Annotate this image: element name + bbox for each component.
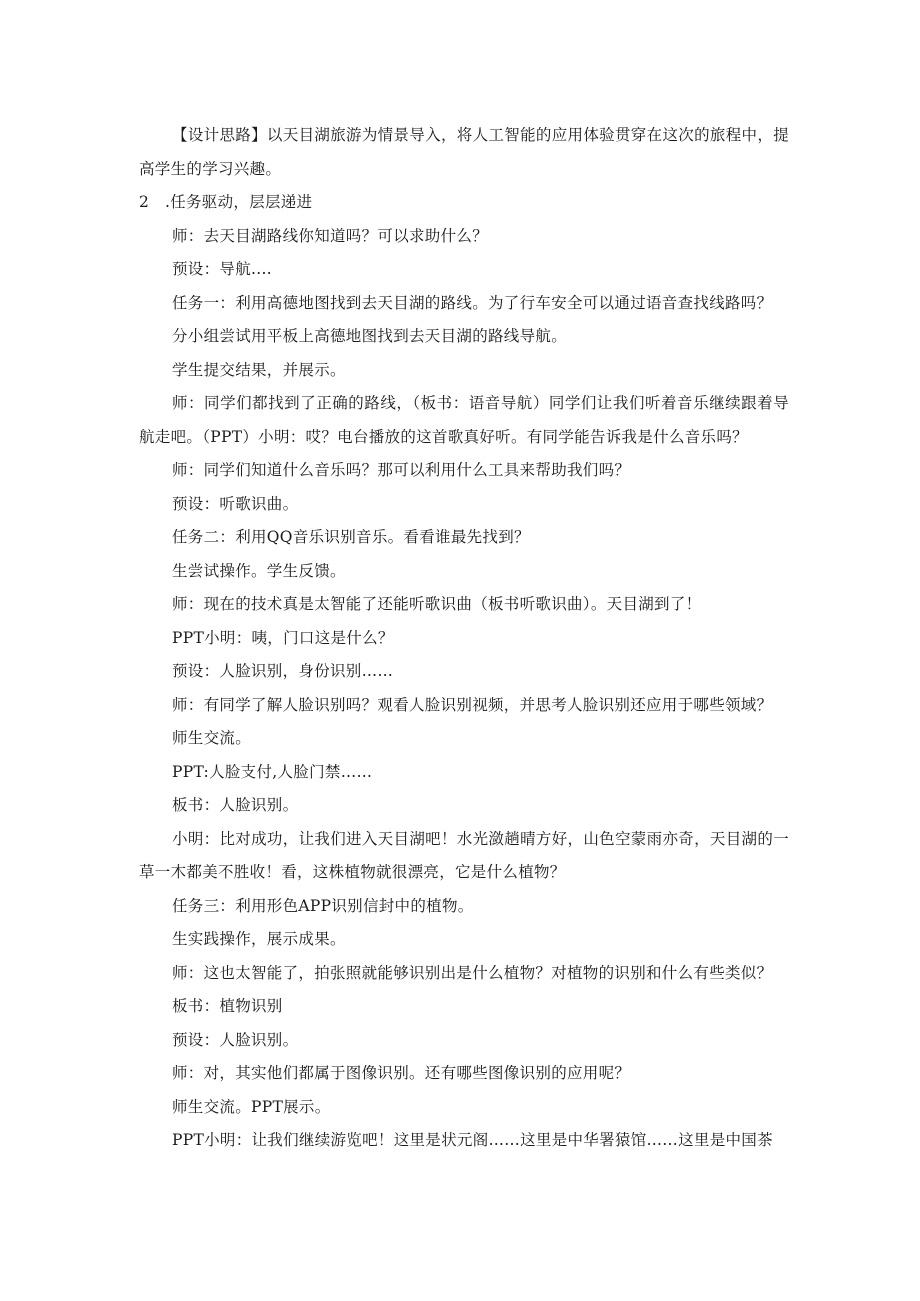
paragraph: 师：现在的技术真是太智能了还能听歌识曲（板书听歌识曲）。天目湖到了！ — [172, 595, 702, 613]
paragraph: 师生交流。 — [172, 729, 252, 747]
paragraph: 板书：人脸识别。 — [172, 796, 299, 814]
paragraph: 预设：人脸识别。 — [172, 1030, 299, 1049]
paragraph: 生实践操作，展示成果。 — [172, 930, 346, 948]
paragraph: PPT小明：让我们继续游览吧！这里是状元阁……这里是中华署猿馆……这里是中国茶 — [172, 1131, 773, 1149]
paragraph: 师：同学们知道什么音乐吗？那可以利用什么工具来帮助我们吗？ — [172, 461, 631, 479]
document-body — [139, 119, 789, 1158]
paragraph: PPT:人脸支付,人脸门禁…… — [172, 762, 373, 781]
paragraph: 小明：比对成功，让我们进入天目湖吧！水光潋趟晴方好，山色空蒙雨亦奇，天目湖的一草一木都美不胜收！看，这株植物就很漂亮，它是什么植物？ — [139, 829, 789, 881]
paragraph: 生尝试操作。学生反馈。 — [172, 561, 346, 580]
paragraph: PPT小明：咦，门口这是什么？ — [172, 628, 394, 647]
paragraph: 分小组尝试用平板上高德地图找到去天目湖的路线导航。 — [172, 327, 568, 345]
paragraph: 师：同学们都找到了正确的路线，（板书：语音导航）同学们让我们听着音乐继续跟着导航走吧。（PPT）小明：哎？电台播放的这首歌真好听。有同学能告诉我是什么音乐吗？ — [139, 394, 789, 446]
paragraph: 预设：人脸识别，身份识别…… — [172, 662, 394, 680]
paragraph-design-idea: 【设计思路】以天目湖旅游为情景导入，将人工智能的应用体验贯穿在这次的旅程中，提高学生的学习兴趣。 — [139, 126, 789, 178]
paragraph: 预设：听歌识曲。 — [172, 494, 299, 513]
paragraph-task-three: 任务三：利用形色APP识别信封中的植物。 — [172, 896, 474, 915]
paragraph-task-two: 任务二：利用QQ音乐识别音乐。看看谁最先找到？ — [172, 528, 530, 546]
section-heading-task-driven: 2 .任务驱动，层层递进 — [139, 193, 313, 211]
paragraph: 师：有同学了解人脸识别吗？观看人脸识别视频，并思考人脸识别还应用于哪些领域？ — [172, 695, 773, 714]
paragraph-task-one: 任务一：利用高德地图找到去天目湖的路线。为了行车安全可以通过语音查找线路吗？ — [172, 293, 773, 312]
paragraph: 师：去天目湖路线你知道吗？可以求助什么？ — [172, 226, 489, 245]
paragraph: 板书：植物识别 — [172, 997, 283, 1015]
paragraph: 师：对，其实他们都属于图像识别。还有哪些图像识别的应用呢？ — [172, 1064, 631, 1082]
paragraph: 师生交流。PPT展示。 — [172, 1097, 331, 1116]
paragraph: 师：这也太智能了，拍张照就能够识别出是什么植物？对植物的识别和什么有些类似？ — [172, 963, 773, 982]
paragraph: 预设：导航.... — [172, 260, 272, 278]
paragraph: 学生提交结果，并展示。 — [172, 360, 346, 379]
